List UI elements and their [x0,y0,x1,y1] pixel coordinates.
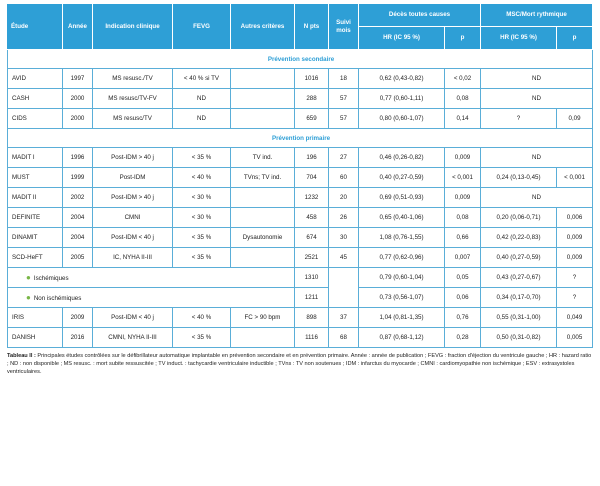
study-hr-deaths: 0,46 (0,26-0,82) [359,148,445,168]
header-etude: Étude [7,4,63,50]
table-body [7,50,593,348]
subgroup-p-msc: ? [557,268,593,288]
table-row [7,328,593,348]
study-year: 2002 [63,188,93,208]
study-hr-deaths: 1,08 (0,76-1,55) [359,228,445,248]
study-hr-deaths: 0,87 (0,68-1,12) [359,328,445,348]
study-hr-msc: 0,20 (0,06-0,71) [481,208,557,228]
study-fevg: < 40 % si TV [173,69,231,89]
study-p-deaths: 0,28 [445,328,481,348]
study-p-msc: 0,009 [557,228,593,248]
study-year: 2016 [63,328,93,348]
study-followup: 30 [329,228,359,248]
study-other-criteria: TV ind. [231,148,295,168]
study-hr-deaths: 0,65 (0,40-1,06) [359,208,445,228]
study-name: CIDS [7,109,63,129]
study-indication: Post-IDM > 40 j [93,148,173,168]
study-p-deaths: 0,009 [445,188,481,208]
subgroup-p-deaths: 0,05 [445,268,481,288]
study-followup: 26 [329,208,359,228]
study-fevg: < 35 % [173,248,231,268]
study-followup: 60 [329,168,359,188]
study-fevg: ND [173,89,231,109]
header-annee: Année [63,4,93,50]
study-indication: Post-IDM < 40 j [93,228,173,248]
study-indication: CMNI [93,208,173,228]
study-npts: 1232 [295,188,329,208]
study-npts: 1016 [295,69,329,89]
study-hr-deaths: 0,69 (0,51-0,93) [359,188,445,208]
study-fevg: < 40 % [173,308,231,328]
subgroup-npts: 1310 [295,268,329,288]
header-p-deces: p [445,27,481,50]
study-npts: 1116 [295,328,329,348]
table-wrapper [7,4,593,376]
study-name: MADIT II [7,188,63,208]
study-p-msc: 0,09 [557,109,593,129]
study-indication: Post-IDM < 40 j [93,308,173,328]
subgroup-npts: 1211 [295,288,329,308]
study-p-msc: < 0,001 [557,168,593,188]
header-p-msc: p [557,27,593,50]
subgroup-hr-deaths: 0,73 (0,56-1,07) [359,288,445,308]
study-indication: MS resusc/TV-FV [93,89,173,109]
study-fevg: < 35 % [173,148,231,168]
table-row [7,168,593,188]
study-year: 2004 [63,208,93,228]
header-npts: N pts [295,4,329,50]
table-row [7,188,593,208]
study-followup: 57 [329,109,359,129]
study-npts: 704 [295,168,329,188]
study-other-criteria [231,69,295,89]
study-other-criteria: TVns; TV ind. [231,168,295,188]
study-p-msc: 0,005 [557,328,593,348]
icd-trials-table [7,4,593,348]
header-suivi: Suivi mois [329,4,359,50]
study-year: 2000 [63,89,93,109]
header-deces: Décès toutes causes [359,4,481,27]
study-name: AVID [7,69,63,89]
study-p-deaths: 0,08 [445,208,481,228]
table-row [7,148,593,168]
study-p-deaths: 0,66 [445,228,481,248]
study-name: IRIS [7,308,63,328]
section-secondary: Prévention secondaire [7,50,593,69]
table-caption [7,352,593,376]
study-p-deaths: < 0,001 [445,168,481,188]
study-hr-msc: 0,42 (0,22-0,83) [481,228,557,248]
study-year: 2000 [63,109,93,129]
header-indication: Indication clinique [93,4,173,50]
study-fevg: < 40 % [173,168,231,188]
study-followup: 37 [329,308,359,328]
study-npts: 458 [295,208,329,228]
study-year: 1996 [63,148,93,168]
study-p-deaths: 0,08 [445,89,481,109]
study-p-deaths: 0,76 [445,308,481,328]
section-primary: Prévention primaire [7,129,593,148]
study-followup: 68 [329,328,359,348]
study-p-deaths: 0,009 [445,148,481,168]
study-other-criteria: FC > 90 bpm [231,308,295,328]
study-followup: 57 [329,89,359,109]
subgroup-hr-msc: 0,43 (0,27-0,67) [481,268,557,288]
table-row [7,248,593,268]
subgroup-hr-msc: 0,34 (0,17-0,70) [481,288,557,308]
table-row [7,228,593,248]
study-hr-msc: 0,40 (0,27-0,59) [481,248,557,268]
study-hr-msc: ? [481,109,557,129]
header-autres: Autres critères [231,4,295,50]
study-other-criteria [231,89,295,109]
study-hr-deaths: 0,80 (0,60-1,07) [359,109,445,129]
study-indication: Post-IDM [93,168,173,188]
table-subgroup-row [7,268,593,288]
study-followup: 45 [329,248,359,268]
subgroup-followup-empty [329,268,359,308]
subgroup-label-cell [7,268,295,288]
study-hr-deaths: 1,04 (0,81-1,35) [359,308,445,328]
study-npts: 196 [295,148,329,168]
study-p-deaths: 0,14 [445,109,481,129]
table-row [7,109,593,129]
study-fevg: < 30 % [173,188,231,208]
subgroup-label: Non ischémiques [33,295,82,302]
study-p-msc: 0,009 [557,248,593,268]
subgroup-label: Ischémiques [33,275,69,282]
study-msc-nd: ND [481,148,593,168]
table-subgroup-row [7,288,593,308]
study-msc-nd: ND [481,188,593,208]
study-msc-nd: ND [481,89,593,109]
study-year: 1999 [63,168,93,188]
study-hr-msc: 0,50 (0,31-0,82) [481,328,557,348]
study-other-criteria [231,248,295,268]
study-p-deaths: < 0,02 [445,69,481,89]
study-indication: CMNI, NYHA II-III [93,328,173,348]
study-p-deaths: 0,007 [445,248,481,268]
study-fevg: < 35 % [173,228,231,248]
study-followup: 20 [329,188,359,208]
study-year: 2005 [63,248,93,268]
study-name: DINAMIT [7,228,63,248]
header-hr-msc: HR (IC 95 %) [481,27,557,50]
study-name: DANISH [7,328,63,348]
study-npts: 2521 [295,248,329,268]
table-row [7,208,593,228]
study-indication: Post-IDM > 40 j [93,188,173,208]
study-hr-deaths: 0,77 (0,62-0,96) [359,248,445,268]
study-year: 1997 [63,69,93,89]
study-name: MUST [7,168,63,188]
study-msc-nd: ND [481,69,593,89]
study-other-criteria [231,328,295,348]
table-row [7,308,593,328]
study-fevg: < 35 % [173,328,231,348]
study-indication: IC, NYHA II-III [93,248,173,268]
subgroup-hr-deaths: 0,79 (0,60-1,04) [359,268,445,288]
study-indication: MS resusc./TV [93,69,173,89]
header-msc: MSC/Mort rythmique [481,4,593,27]
study-followup: 27 [329,148,359,168]
study-other-criteria [231,109,295,129]
table-row [7,69,593,89]
study-other-criteria [231,188,295,208]
study-year: 2004 [63,228,93,248]
study-followup: 18 [329,69,359,89]
bullet-icon: ● [26,273,31,282]
study-name: DEFINITE [7,208,63,228]
study-npts: 898 [295,308,329,328]
study-fevg: ND [173,109,231,129]
study-other-criteria: Dysautonomie [231,228,295,248]
study-name: CASH [7,89,63,109]
study-year: 2009 [63,308,93,328]
study-hr-deaths: 0,77 (0,60-1,11) [359,89,445,109]
study-p-msc: 0,006 [557,208,593,228]
study-npts: 674 [295,228,329,248]
table-row [7,89,593,109]
study-name: SCD-HeFT [7,248,63,268]
study-hr-msc: 0,55 (0,31-1,00) [481,308,557,328]
study-npts: 288 [295,89,329,109]
subgroup-label-cell [7,288,295,308]
subgroup-p-msc: ? [557,288,593,308]
caption-text: Principales études contrôlées sur le défibrillateur automatique implantable en prévention secondaire et en prévention primaire. Année : année de publication ; FEVG : fraction d'éjection du ventricule gauche ; HR : hazard ratio ; ND : non disponible ; MS resusc. : mort subite ressuscitée ; TV induct. : tachycardie ventriculaire inductible ; TVns : TV non soutenues ; IDM : infarctus du myocarde ; CMNI : cardiomyopathie non ischémique ; ESV : extrasystoles ventriculaires. [7,353,592,375]
study-hr-deaths: 0,62 (0,43-0,82) [359,69,445,89]
study-hr-deaths: 0,40 (0,27-0,59) [359,168,445,188]
header-hr-deces: HR (IC 95 %) [359,27,445,50]
study-p-msc: 0,049 [557,308,593,328]
bullet-icon: ● [26,293,31,302]
study-other-criteria [231,208,295,228]
study-indication: MS resusc/TV [93,109,173,129]
header-fevg: FEVG [173,4,231,50]
study-hr-msc: 0,24 (0,13-0,45) [481,168,557,188]
study-npts: 659 [295,109,329,129]
subgroup-p-deaths: 0,06 [445,288,481,308]
caption-label: Tableau II : [7,353,36,359]
study-name: MADIT I [7,148,63,168]
study-fevg: < 30 % [173,208,231,228]
